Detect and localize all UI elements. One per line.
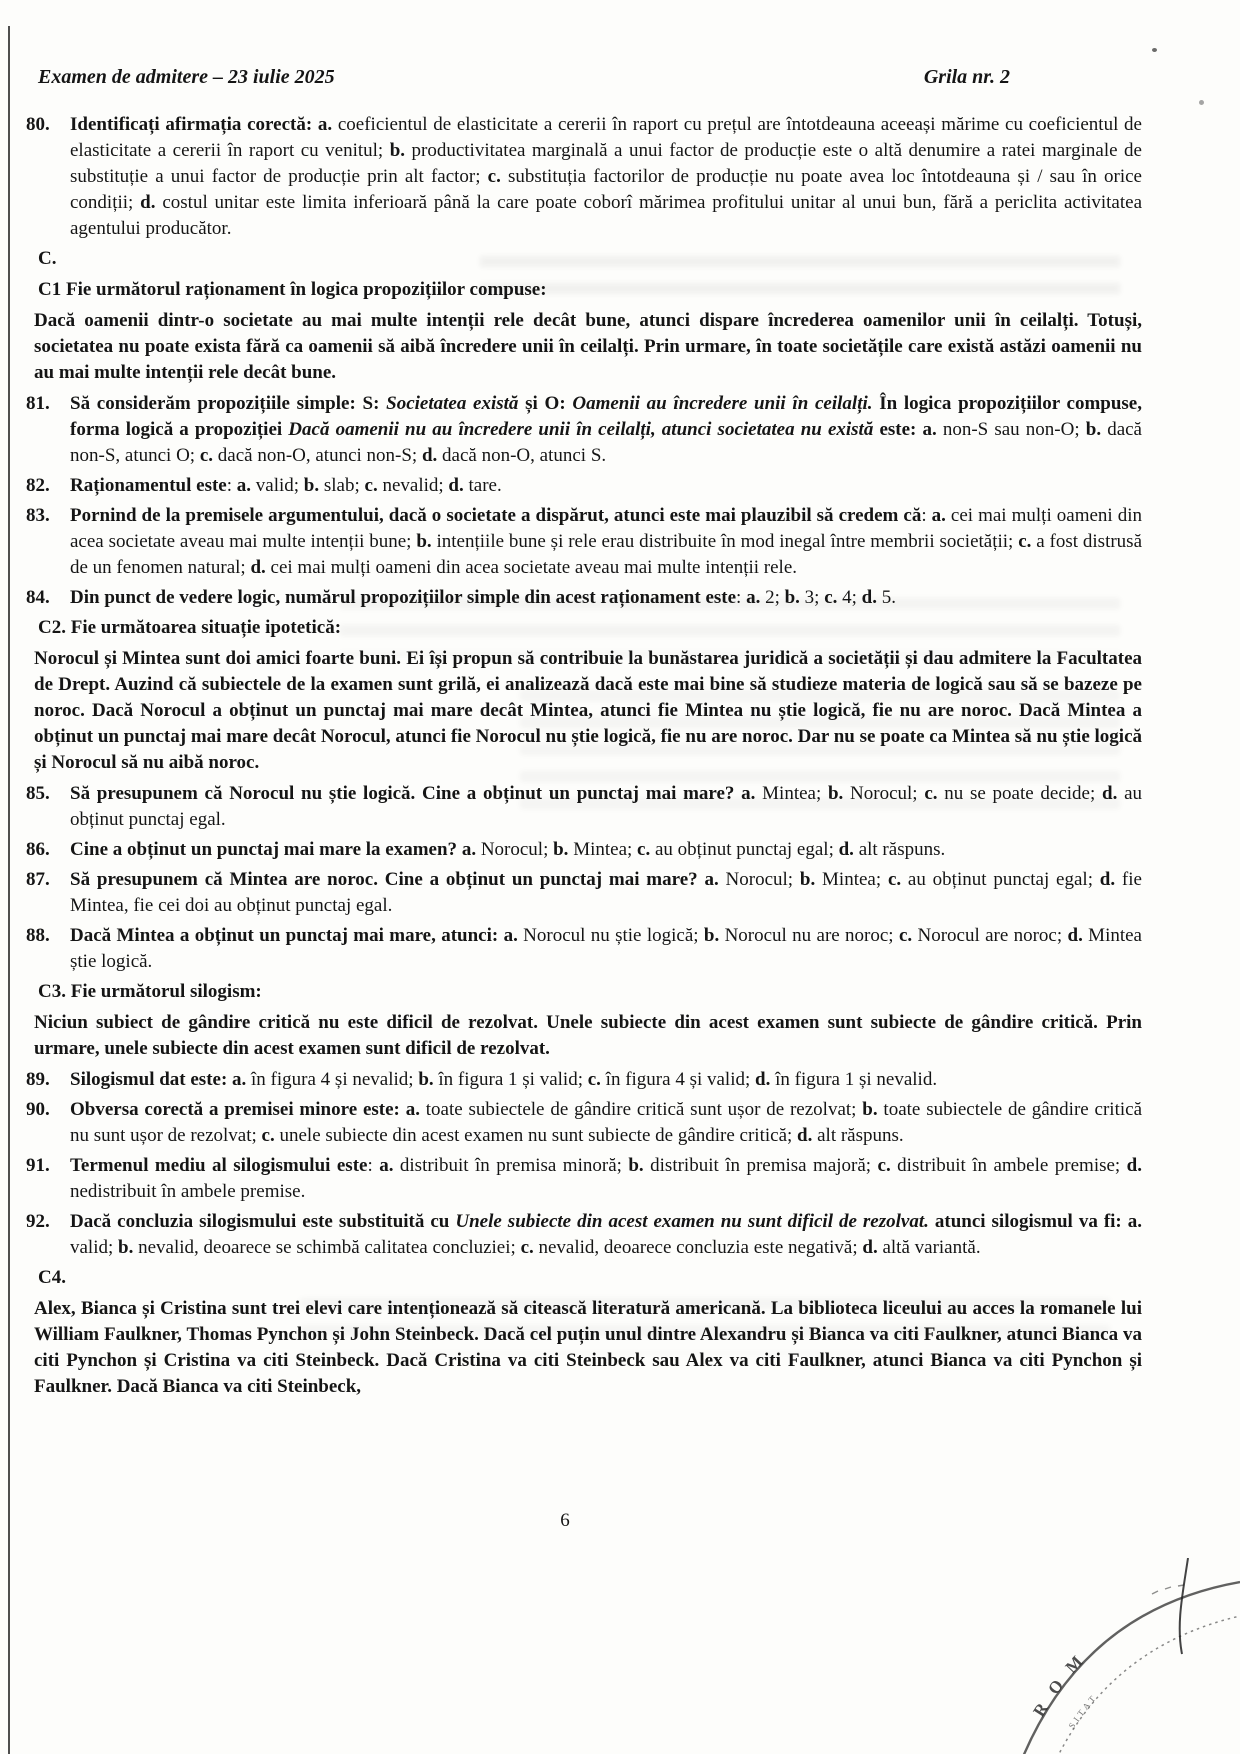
text-segment: productivitatea marginală a unui factor de producție este o altă denumire a ratei marginale de substituție a unui factor de producție prin alt factor; — [70, 140, 1142, 187]
text-segment: c. — [520, 1237, 534, 1258]
text-segment: d. — [797, 1125, 813, 1146]
section-heading — [38, 246, 1142, 272]
text-segment: toate subiectele de gândire critică nu sunt ușor de rezolvat; — [70, 1099, 1143, 1146]
text-segment: a. — [236, 475, 252, 496]
text-segment: d. — [838, 839, 854, 860]
text-segment: distribuit în ambele premise; — [890, 1155, 1127, 1176]
case-paragraph — [34, 646, 1142, 776]
section-heading — [38, 1265, 1142, 1291]
text-segment: a. — [405, 1099, 420, 1120]
text-segment: în figura 4 și valid; — [600, 1069, 756, 1090]
text-segment: nevalid, deoarece concluzia este negativă; — [533, 1237, 863, 1258]
text-segment: b. — [784, 587, 800, 608]
text-segment: : — [367, 1155, 380, 1176]
text-segment: Dacă Mintea a obținut un punctaj mai mare, atunci: — [70, 925, 504, 946]
text-segment: C1 Fie următorul raționament în logica propozițiilor compuse: — [38, 279, 547, 300]
text-segment: : — [921, 505, 932, 526]
question-text — [70, 923, 1142, 975]
question-item — [26, 585, 1142, 611]
text-segment: Norocul; — [843, 783, 925, 804]
text-segment: au obținut punctaj egal; — [901, 869, 1100, 890]
text-segment: Mintea; — [568, 839, 638, 860]
text-segment: Să presupunem că Mintea are noroc. Cine a obținut un punctaj mai mare? — [70, 869, 705, 890]
text-segment: distribuit în premisa majoră; — [643, 1155, 878, 1176]
text-segment: valid; — [251, 475, 304, 496]
question-text — [70, 837, 1142, 863]
text-segment: nu se poate decide; — [937, 783, 1103, 804]
text-segment: substituția factorilor de producție nu poate avea loc întotdeauna și / sau în orice condiții; — [70, 166, 1142, 213]
case-paragraph — [34, 1296, 1142, 1400]
text-segment: Mintea; — [815, 869, 888, 890]
question-number: 86. — [26, 839, 50, 860]
question-item — [26, 1097, 1142, 1149]
stamp — [984, 1558, 1240, 1754]
text-segment: În logica propozițiilor compuse, forma logică a propoziției — [70, 393, 1142, 440]
question-number: 92. — [26, 1211, 50, 1232]
text-segment: 4; — [837, 587, 862, 608]
text-segment: b. — [416, 531, 432, 552]
text-segment: coeficientul de elasticitate a cererii în raport cu prețul are întotdeauna aceeași mărime cu coeficientul de elasticitate a cererii în raport cu venitul; — [70, 114, 1142, 161]
text-segment: non-S sau non-O; — [936, 419, 1086, 440]
text-segment: valid; — [70, 1237, 119, 1258]
grila-number: Grila nr. 2 — [923, 66, 1010, 88]
text-segment: c. — [487, 166, 501, 187]
question-text — [70, 503, 1142, 581]
text-segment: Societatea există — [386, 393, 526, 414]
question-text — [70, 391, 1142, 469]
text-segment: Din punct de vedere logic, numărul propozițiilor simple din acest raționament este — [70, 587, 737, 608]
text-segment: 2; — [760, 587, 785, 608]
page-header — [26, 0, 1142, 90]
question-item — [26, 391, 1142, 469]
text-segment: 5. — [877, 587, 896, 608]
question-number: 80. — [26, 114, 50, 135]
text-segment: C2. Fie următoarea situație ipotetică: — [38, 617, 342, 638]
text-segment: slab; — [319, 475, 365, 496]
question-text — [70, 473, 1142, 499]
text-segment: Termenul mediu al silogismului este — [70, 1155, 368, 1176]
text-segment: c. — [824, 587, 838, 608]
text-segment: d. — [250, 557, 266, 578]
text-segment: C4. — [38, 1267, 66, 1288]
text-segment: tare. — [463, 475, 502, 496]
text-segment: Raționamentul este — [70, 475, 227, 496]
question-item — [26, 112, 1142, 242]
text-segment: au obținut punctaj egal; — [650, 839, 839, 860]
text-segment: : — [226, 475, 237, 496]
question-number: 85. — [26, 783, 50, 804]
text-segment: Alex, Bianca și Cristina sunt trei elevi care intenționează să citească literatură americană. La biblioteca liceului au acces la romanele lui William Faulkner, Thomas Pynchon și John Steinbeck. Dacă cel puțin unul dintre Alexandru și Bianca va citi Faulkner, atunci Bianca va citi Pynchon și Cristina va citi Steinbeck. Dacă Cristina va citi Steinbeck sau Alex va citi Faulkner, atunci Bianca va citi Pynchon și Faulkner. Dacă Bianca va citi Steinbeck, — [34, 1298, 1142, 1397]
text-segment: Identificați afirmația corectă: — [70, 114, 318, 135]
text-segment: b. — [703, 925, 720, 946]
text-segment: nevalid; — [377, 475, 449, 496]
text-segment: au obținut punctaj egal. — [70, 783, 1143, 830]
text-segment: Cine a obținut un punctaj mai mare la examen? — [70, 839, 462, 860]
pen-stroke — [1180, 1558, 1188, 1654]
text-segment: a. — [746, 587, 761, 608]
question-item — [26, 837, 1142, 863]
text-segment: fie Mintea, fie cei doi au obținut punctaj egal. — [70, 869, 1142, 916]
question-text — [70, 1153, 1142, 1205]
text-segment: d. — [755, 1069, 771, 1090]
text-segment: b. — [799, 869, 816, 890]
page-footer — [0, 1508, 1130, 1534]
text-segment: și O: — [525, 393, 573, 414]
scan-speck — [1152, 48, 1157, 52]
page-number: 6 — [560, 1510, 570, 1531]
text-segment: b. — [553, 839, 569, 860]
text-segment: cei mai mulți oameni din acea societate aveau mai multe intenții rele. — [265, 557, 798, 578]
text-segment: atunci silogismul va fi: — [934, 1211, 1128, 1232]
text-segment: b. — [1085, 419, 1102, 440]
question-number: 81. — [26, 393, 50, 414]
text-segment: b. — [118, 1237, 134, 1258]
text-segment: altă variantă. — [877, 1237, 981, 1258]
text-segment: Norocul are noroc; — [912, 925, 1068, 946]
question-number: 84. — [26, 587, 50, 608]
question-item — [26, 867, 1142, 919]
question-number: 87. — [26, 869, 50, 890]
stamp-outer-text: ROM — [1029, 1641, 1097, 1721]
case-paragraph — [34, 1010, 1142, 1062]
text-segment: Obversa corectă a premisei minore este: — [70, 1099, 406, 1120]
question-item — [26, 923, 1142, 975]
text-segment: a. — [922, 419, 937, 440]
text-segment: este: — [879, 419, 923, 440]
text-segment: Să presupunem că Norocul nu știe logică. Cine a obținut un punctaj mai mare? — [70, 783, 742, 804]
text-segment: Pornind de la premisele argumentului, dacă o societate a dispărut, atunci este mai plauzibil să credem că — [70, 505, 922, 526]
question-number: 88. — [26, 925, 50, 946]
question-item — [26, 1067, 1142, 1093]
text-segment: Dacă oamenii nu au încredere unii în ceilalți, atunci societatea nu există — [288, 419, 880, 440]
text-segment: c. — [877, 1155, 891, 1176]
section-heading — [38, 979, 1142, 1005]
question-text — [70, 781, 1142, 833]
scan-speck — [1199, 100, 1204, 105]
text-segment: d. — [1126, 1155, 1142, 1176]
question-item — [26, 781, 1142, 833]
question-number: 90. — [26, 1099, 50, 1120]
case-paragraph — [34, 308, 1142, 386]
text-segment: c. — [587, 1069, 601, 1090]
text-segment: a. — [741, 783, 756, 804]
text-segment: b. — [418, 1069, 434, 1090]
text-segment: Norocul nu are noroc; — [719, 925, 899, 946]
text-segment: dacă non-O, atunci S. — [437, 445, 607, 466]
stamp-arc-outer — [1020, 1582, 1240, 1754]
question-item — [26, 1153, 1142, 1205]
text-segment: c. — [887, 869, 902, 890]
text-segment: intențiile bune și rele erau distribuite în mod inegal între membrii societății; — [431, 531, 1019, 552]
text-segment: c. — [637, 839, 651, 860]
text-segment: Mintea știe logică. — [70, 925, 1142, 972]
text-segment: Mintea; — [755, 783, 828, 804]
section-heading — [38, 277, 1142, 303]
text-segment: a. — [461, 839, 477, 860]
text-segment: b. — [862, 1099, 878, 1120]
text-segment: în figura 1 și valid; — [433, 1069, 588, 1090]
text-segment: dacă non-S, atunci O; — [70, 419, 1142, 466]
scan-edge-artifact — [8, 26, 10, 1754]
text-segment: Să considerăm propozițiile simple: S: — [70, 393, 387, 414]
text-segment: Norocul nu știe logică; — [517, 925, 704, 946]
text-segment: c. — [199, 445, 214, 466]
text-segment: dacă non-O, atunci non-S; — [213, 445, 422, 466]
text-segment: cei mai mulți oameni din acea societate aveau mai multe intenții bune; — [70, 505, 1142, 552]
text-segment: : — [736, 587, 747, 608]
text-segment: Niciun subiect de gândire critică nu este dificil de rezolvat. Unele subiecte din acest examen sunt subiecte de gândire critică. Prin urmare, unele subiecte din acest examen sunt dificil de rezolvat. — [34, 1012, 1142, 1059]
text-segment: d. — [140, 192, 156, 213]
section-heading — [38, 615, 1142, 641]
question-text — [70, 1067, 1142, 1093]
text-segment: C. — [38, 248, 57, 269]
stamp-arc-inner — [1054, 1616, 1240, 1754]
text-segment: a. — [1127, 1211, 1143, 1232]
question-number: 82. — [26, 475, 50, 496]
stamp-small-marks — [1152, 1585, 1184, 1594]
text-segment: d. — [421, 445, 438, 466]
question-number: 83. — [26, 505, 50, 526]
text-segment: costul unitar este limita inferioară până la care poate coborî mărimea profitului unitar al unui bun, fără a periclita activitatea agentului producător. — [70, 192, 1143, 239]
question-text — [70, 585, 1142, 611]
text-segment: c. — [1018, 531, 1032, 552]
text-segment: b. — [303, 475, 320, 496]
text-segment: în figura 1 și nevalid. — [770, 1069, 938, 1090]
text-segment: d. — [861, 587, 877, 608]
text-segment: Silogismul dat este: — [70, 1069, 233, 1090]
text-segment: b. — [628, 1155, 644, 1176]
question-text — [70, 1097, 1142, 1149]
text-segment: distribuit în premisa minoră; — [393, 1155, 629, 1176]
text-segment: d. — [1067, 925, 1083, 946]
question-item — [26, 473, 1142, 499]
text-segment: a. — [503, 925, 518, 946]
question-text — [70, 867, 1142, 919]
text-segment: în figura 4 și nevalid; — [246, 1069, 419, 1090]
text-segment: d. — [448, 475, 464, 496]
text-segment: a fost distrusă de un fenomen natural; — [70, 531, 1143, 578]
text-segment: nedistribuit în ambele premise. — [70, 1181, 306, 1202]
text-segment: c. — [924, 783, 938, 804]
text-segment: Unele subiecte din acest examen nu sunt dificil de rezolvat. — [455, 1211, 935, 1232]
text-segment: d. — [1099, 869, 1116, 890]
text-segment: Dacă concluzia silogismului este substituită cu — [70, 1211, 456, 1232]
question-text — [70, 112, 1142, 242]
question-text — [70, 1209, 1142, 1261]
text-segment: nevalid, deoarece se schimbă calitatea concluziei; — [133, 1237, 521, 1258]
text-segment: c. — [364, 475, 378, 496]
question-number: 89. — [26, 1069, 50, 1090]
text-segment: d. — [1102, 783, 1118, 804]
exam-title: Examen de admitere – 23 iulie 2025 — [38, 66, 335, 88]
text-segment: a. — [379, 1155, 394, 1176]
stamp-inner-text: SITAT — [1066, 1691, 1100, 1731]
text-segment: Oamenii au încredere unii în ceilalți. — [572, 393, 880, 414]
text-segment: Norocul; — [718, 869, 800, 890]
text-segment: a. — [317, 114, 333, 135]
text-segment: Dacă oamenii dintr-o societate au mai multe intenții rele decât bune, atunci dispare încrederea oamenilor unii în ceilalți. Totuși, societatea nu poate exista fără ca oamenii să aibă încredere unii în ceilalți. Prin urmare, în toate societățile care există astăzi oamenii nu au mai multe intenții rele decât bune. — [34, 310, 1142, 383]
text-segment: alt răspuns. — [812, 1125, 904, 1146]
text-segment: d. — [862, 1237, 878, 1258]
question-number: 91. — [26, 1155, 50, 1176]
text-segment: b. — [389, 140, 406, 161]
text-segment: a. — [232, 1069, 247, 1090]
text-segment: Norocul; — [476, 839, 554, 860]
text-segment: unele subiecte din acest examen nu sunt subiecte de gândire critică; — [274, 1125, 798, 1146]
text-segment: 3; — [799, 587, 825, 608]
document-body — [26, 112, 1142, 1400]
text-segment: Norocul și Mintea sunt doi amici foarte buni. Ei își propun să contribuie la bunăstarea juridică a societății și dau admitere la Facultatea de Drept. Auzind că subiectele de la examen sunt grilă, ei analizează dacă este mai bine să studieze materia de logică sau să se bazeze pe noroc. Dacă Norocul a obținut un punctaj mai mare decât Mintea, atunci fie Mintea nu știe logică, fie nu are noroc. Dacă Mintea a obținut un punctaj mai mare decât Norocul, atunci fie Norocul nu știe logică, fie nu are noroc. Dar nu se poate ca Mintea să nu știe logică și Norocul să nu aibă noroc. — [34, 648, 1142, 773]
text-segment: a. — [704, 869, 719, 890]
text-segment: toate subiectele de gândire critică sunt ușor de rezolvat; — [419, 1099, 863, 1120]
text-segment: a. — [931, 505, 946, 526]
question-item — [26, 1209, 1142, 1261]
text-segment: alt răspuns. — [853, 839, 946, 860]
text-segment: b. — [827, 783, 844, 804]
question-item — [26, 503, 1142, 581]
text-segment: c. — [898, 925, 913, 946]
text-segment: c. — [261, 1125, 275, 1146]
text-segment: C3. Fie următorul silogism: — [38, 981, 262, 1002]
svg-text:SITAT — [1067, 1691, 1100, 1730]
